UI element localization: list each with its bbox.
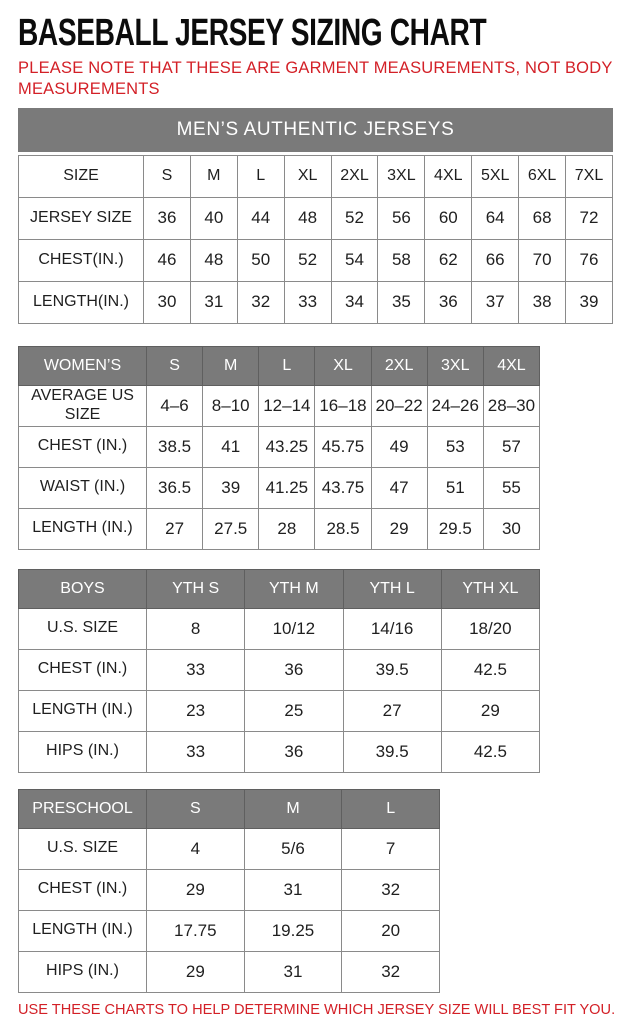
column-header: M: [190, 155, 237, 197]
table-row: [19, 239, 613, 281]
row-label: CHEST(IN.): [19, 239, 144, 281]
size-value: 29: [371, 508, 427, 549]
column-header: 4XL: [483, 346, 539, 385]
size-value: 76: [566, 239, 613, 281]
page-title: BASEBALL JERSEY SIZING CHART: [18, 12, 487, 54]
row-label: LENGTH (IN.): [19, 508, 147, 549]
size-value: 16–18: [315, 385, 371, 426]
column-header: YTH XL: [441, 569, 539, 608]
size-value: 30: [483, 508, 539, 549]
table-row: [19, 426, 540, 467]
size-value: 42.5: [441, 649, 539, 690]
size-value: 5/6: [244, 828, 342, 869]
size-value: 31: [190, 281, 237, 323]
column-header: XL: [315, 346, 371, 385]
size-value: 54: [331, 239, 378, 281]
size-value: 7: [342, 828, 440, 869]
size-value: 34: [331, 281, 378, 323]
size-value: 70: [519, 239, 566, 281]
size-value: 58: [378, 239, 425, 281]
size-value: 29.5: [427, 508, 483, 549]
row-label: CHEST (IN.): [19, 426, 147, 467]
size-value: 43.75: [315, 467, 371, 508]
size-value: 25: [245, 690, 343, 731]
column-header: 3XL: [378, 155, 425, 197]
size-value: 36: [144, 197, 191, 239]
size-value: 32: [342, 951, 440, 992]
row-label: HIPS (IN.): [19, 951, 147, 992]
size-value: 29: [147, 869, 245, 910]
size-value: 24–26: [427, 385, 483, 426]
row-label: U.S. SIZE: [19, 828, 147, 869]
column-header: L: [237, 155, 284, 197]
size-value: 39: [203, 467, 259, 508]
column-header: 5XL: [472, 155, 519, 197]
size-value: 32: [237, 281, 284, 323]
size-value: 36: [245, 649, 343, 690]
size-value: 14/16: [343, 608, 441, 649]
table-row: [19, 608, 540, 649]
row-label: CHEST (IN.): [19, 869, 147, 910]
table-corner-label: WOMEN’S: [19, 346, 147, 385]
table-row: [19, 951, 440, 992]
size-value: 8–10: [203, 385, 259, 426]
table-row: [19, 910, 440, 951]
size-value: 39.5: [343, 649, 441, 690]
size-value: 17.75: [147, 910, 245, 951]
size-value: 52: [284, 239, 331, 281]
size-value: 56: [378, 197, 425, 239]
size-value: 41: [203, 426, 259, 467]
size-value: 50: [237, 239, 284, 281]
table-row: [19, 690, 540, 731]
garment-measurements-note: PLEASE NOTE THAT THESE ARE GARMENT MEASUREMENTS, NOT BODY MEASUREMENTS: [18, 59, 613, 98]
table-row: [19, 467, 540, 508]
size-value: 66: [472, 239, 519, 281]
column-header: YTH S: [147, 569, 245, 608]
table-header-row: [19, 789, 440, 828]
size-value: 29: [441, 690, 539, 731]
table-corner-label: SIZE: [19, 155, 144, 197]
column-header: 4XL: [425, 155, 472, 197]
size-value: 35: [378, 281, 425, 323]
table-row: [19, 731, 540, 772]
size-value: 38: [519, 281, 566, 323]
column-header: S: [144, 155, 191, 197]
size-value: 40: [190, 197, 237, 239]
table-row: [19, 869, 440, 910]
table-row: [19, 508, 540, 549]
size-value: 12–14: [259, 385, 315, 426]
column-header: L: [342, 789, 440, 828]
boys-sizing-table: [18, 569, 540, 773]
size-value: 36.5: [147, 467, 203, 508]
table-header-row: [19, 346, 540, 385]
size-value: 49: [371, 426, 427, 467]
size-value: 23: [147, 690, 245, 731]
column-header: S: [147, 789, 245, 828]
column-header: 2XL: [371, 346, 427, 385]
row-label: CHEST (IN.): [19, 649, 147, 690]
size-value: 33: [147, 731, 245, 772]
size-value: 47: [371, 467, 427, 508]
column-header: M: [244, 789, 342, 828]
size-value: 52: [331, 197, 378, 239]
size-value: 38.5: [147, 426, 203, 467]
table-header-row: [19, 569, 540, 608]
column-header: 6XL: [519, 155, 566, 197]
size-value: 4: [147, 828, 245, 869]
column-header: M: [203, 346, 259, 385]
size-value: 64: [472, 197, 519, 239]
row-label: LENGTH (IN.): [19, 910, 147, 951]
mens-sizing-table: [18, 155, 613, 324]
table-header-row: [19, 155, 613, 197]
size-value: 20–22: [371, 385, 427, 426]
table-row: [19, 828, 440, 869]
size-value: 68: [519, 197, 566, 239]
row-label: AVERAGE US SIZE: [19, 385, 147, 426]
size-value: 53: [427, 426, 483, 467]
size-value: 36: [425, 281, 472, 323]
row-label: JERSEY SIZE: [19, 197, 144, 239]
table-corner-label: BOYS: [19, 569, 147, 608]
column-header: 3XL: [427, 346, 483, 385]
row-label: HIPS (IN.): [19, 731, 147, 772]
size-value: 28.5: [315, 508, 371, 549]
row-label: LENGTH(IN.): [19, 281, 144, 323]
size-value: 28: [259, 508, 315, 549]
row-label: LENGTH (IN.): [19, 690, 147, 731]
size-value: 39.5: [343, 731, 441, 772]
size-value: 39: [566, 281, 613, 323]
size-value: 32: [342, 869, 440, 910]
size-value: 62: [425, 239, 472, 281]
size-value: 8: [147, 608, 245, 649]
size-value: 46: [144, 239, 191, 281]
size-value: 10/12: [245, 608, 343, 649]
size-value: 4–6: [147, 385, 203, 426]
column-header: 2XL: [331, 155, 378, 197]
size-value: 45.75: [315, 426, 371, 467]
size-value: 30: [144, 281, 191, 323]
womens-sizing-table: [18, 346, 540, 550]
preschool-sizing-table: [18, 789, 440, 993]
column-header: XL: [284, 155, 331, 197]
size-value: 33: [147, 649, 245, 690]
table-corner-label: PRESCHOOL: [19, 789, 147, 828]
size-value: 57: [483, 426, 539, 467]
column-header: L: [259, 346, 315, 385]
table-row: [19, 649, 540, 690]
row-label: WAIST (IN.): [19, 467, 147, 508]
table-row: [19, 385, 540, 426]
row-label: U.S. SIZE: [19, 608, 147, 649]
size-value: 28–30: [483, 385, 539, 426]
size-value: 20: [342, 910, 440, 951]
column-header: S: [147, 346, 203, 385]
fit-guidance-note: USE THESE CHARTS TO HELP DETERMINE WHICH JERSEY SIZE WILL BEST FIT YOU.: [18, 1001, 616, 1018]
size-value: 36: [245, 731, 343, 772]
table-row: [19, 281, 613, 323]
column-header: YTH L: [343, 569, 441, 608]
size-value: 48: [190, 239, 237, 281]
size-value: 33: [284, 281, 331, 323]
size-value: 37: [472, 281, 519, 323]
size-value: 51: [427, 467, 483, 508]
column-header: YTH M: [245, 569, 343, 608]
size-value: 41.25: [259, 467, 315, 508]
size-value: 27: [147, 508, 203, 549]
size-value: 60: [425, 197, 472, 239]
size-value: 19.25: [244, 910, 342, 951]
size-value: 43.25: [259, 426, 315, 467]
table-row: [19, 197, 613, 239]
column-header: 7XL: [566, 155, 613, 197]
size-value: 42.5: [441, 731, 539, 772]
size-value: 29: [147, 951, 245, 992]
size-value: 18/20: [441, 608, 539, 649]
mens-authentic-jerseys-banner: MEN’S AUTHENTIC JERSEYS: [18, 108, 613, 152]
size-value: 72: [566, 197, 613, 239]
size-value: 55: [483, 467, 539, 508]
size-value: 27.5: [203, 508, 259, 549]
size-value: 27: [343, 690, 441, 731]
size-value: 44: [237, 197, 284, 239]
size-value: 31: [244, 869, 342, 910]
size-value: 31: [244, 951, 342, 992]
size-value: 48: [284, 197, 331, 239]
